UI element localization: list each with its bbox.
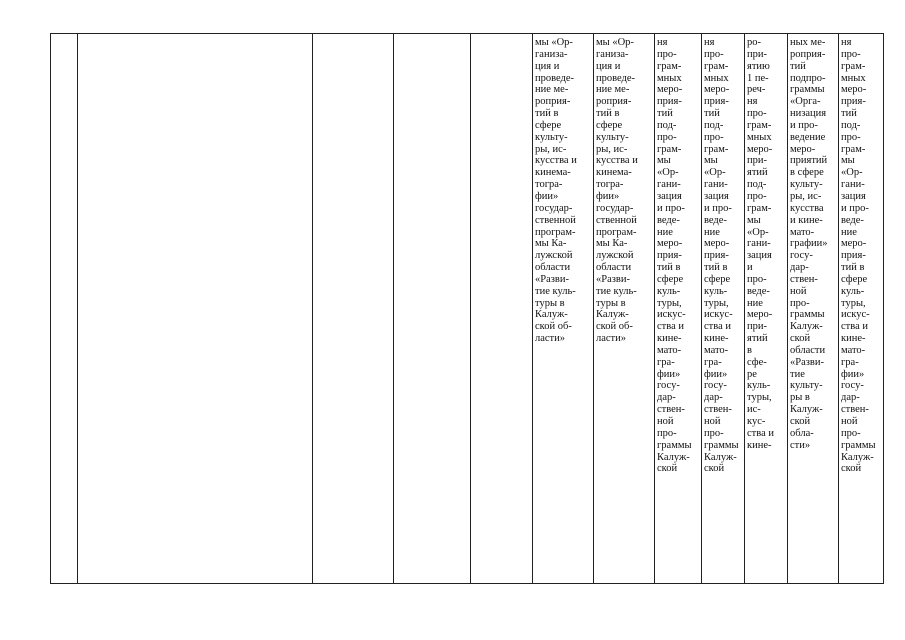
column-border [470,33,471,584]
table-cell-col7: мы «Ор- ганиза- ция и проведе- ние ме- роприя- тий в сфере культу- ры, ис- кусства и кинема- тогра- фии» государ- ственной програм- мы Ка- лужской области «Разви- тие куль- туры в Калуж- ской об- ласти» [596,37,638,345]
column-border [654,33,655,584]
column-border [393,33,394,584]
column-border [744,33,745,584]
column-border [787,33,788,584]
column-border [593,33,594,584]
table-cell-col12: ня про- грам- мных меро- прия- тий под- про- грам- мы «Ор- гани- зация и про- веде- ние меро- прия- тий в сфере куль- туры, искус- ства и кине- мато- гра- фии» госу- дар- ствен- ной про- граммы Калуж- ской [841,37,876,475]
table-cell-col9: ня про- грам- мных меро- прия- тий под- про- грам- мы «Ор- гани- зация и про- веде- ние меро- прия- тий в сфере куль- туры, искус- ства и кине- мато- гра- фии» госу- дар- ствен- ной про- граммы Калуж- ской [704,37,739,475]
table-cell-col10: ро- при- ятию 1 пе- реч- ня про- грам- мных меро- при- ятий под- про- грам- мы «Ор- гани- зация и про- веде- ние меро- при- ятий в сфе- ре куль- туры, ис- кус- ства и кине- [747,37,774,451]
column-border [312,33,313,584]
table-cell-col6: мы «Ор- ганиза- ция и проведе- ние ме- роприя- тий в сфере культу- ры, ис- кусства и кинема- тогра- фии» государ- ственной програм- мы Ка- лужской области «Разви- тие куль- туры в Калуж- ской об- ласти» [535,37,577,345]
column-border [838,33,839,584]
column-border [701,33,702,584]
column-border [50,33,51,584]
table-cell-col8: ня про- грам- мных меро- прия- тий под- про- грам- мы «Ор- гани- зация и про- веде- ние меро- прия- тий в сфере куль- туры, искус- ства и кине- мато- гра- фии» госу- дар- ствен- ной про- граммы Калуж- ской [657,37,692,475]
column-border [532,33,533,584]
column-border [77,33,78,584]
table-top-border [50,33,884,34]
table-cell-col11: ных ме- роприя- тий подпро- граммы «Орга- низация и про- ведение меро- приятий в сфере культу- ры, ис- кусства и кине- мато- графии» госу- дар- ствен- ной про- граммы Калуж- ской области «Разви- тие культу- ры в Калуж- ской обла- сти» [790,37,828,451]
table-bottom-border [50,583,884,584]
column-border [883,33,884,584]
